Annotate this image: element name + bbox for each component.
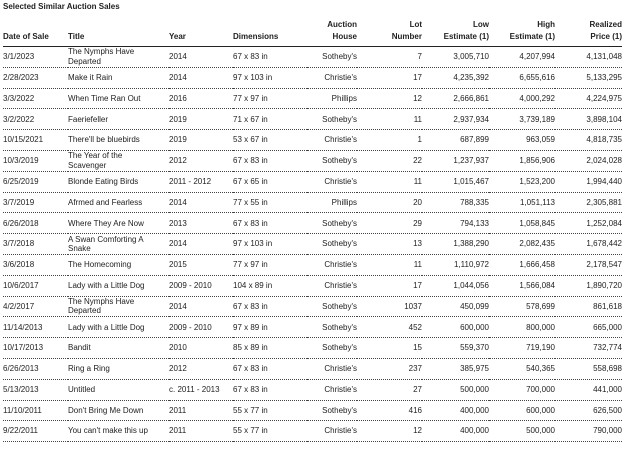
cell-date-of-sale: 3/6/2018 [3, 254, 68, 275]
cell-high-estimate: 700,000 [489, 379, 555, 400]
cell-date-of-sale: 3/2/2022 [3, 109, 68, 130]
column-header-title [68, 17, 169, 47]
column-header-year [169, 17, 233, 47]
table-row [3, 130, 622, 151]
cell-year: c. 2011 - 2013 [169, 379, 233, 400]
cell-title: A Swan Comforting A Snake [68, 234, 169, 255]
cell-lot-number: 12 [357, 421, 422, 442]
cell-date-of-sale: 10/17/2013 [3, 338, 68, 359]
table-row [3, 67, 622, 88]
cell-realized-price: 1,890,720 [555, 275, 622, 296]
table-row [3, 171, 622, 192]
cell-auction-house: Sotheby's [307, 150, 357, 171]
cell-low-estimate: 788,335 [422, 192, 489, 213]
cell-high-estimate: 2,082,435 [489, 234, 555, 255]
auction-sales-table [3, 17, 622, 442]
cell-high-estimate: 578,699 [489, 296, 555, 317]
cell-auction-house: Christie's [307, 254, 357, 275]
cell-high-estimate: 800,000 [489, 317, 555, 338]
cell-dimensions: 67 x 83 in [233, 358, 307, 379]
cell-year: 2019 [169, 130, 233, 151]
cell-year: 2019 [169, 109, 233, 130]
cell-auction-house: Christie's [307, 358, 357, 379]
cell-low-estimate: 600,000 [422, 317, 489, 338]
cell-low-estimate: 450,099 [422, 296, 489, 317]
cell-realized-price: 4,224,975 [555, 88, 622, 109]
cell-auction-house: Sotheby's [307, 296, 357, 317]
column-header-text: Realized [589, 20, 622, 29]
cell-date-of-sale: 5/13/2013 [3, 379, 68, 400]
cell-lot-number: 15 [357, 338, 422, 359]
cell-date-of-sale: 11/10/2011 [3, 400, 68, 421]
cell-realized-price: 665,000 [555, 317, 622, 338]
table-row [3, 358, 622, 379]
cell-dimensions: 77 x 97 in [233, 254, 307, 275]
table-row [3, 254, 622, 275]
cell-title: Don't Bring Me Down [68, 400, 169, 421]
cell-year: 2016 [169, 88, 233, 109]
cell-lot-number: 12 [357, 88, 422, 109]
table-row [3, 192, 622, 213]
cell-title: The Nymphs Have Departed [68, 47, 169, 68]
cell-realized-price: 3,898,104 [555, 109, 622, 130]
cell-auction-house: Sotheby's [307, 338, 357, 359]
cell-low-estimate: 500,000 [422, 379, 489, 400]
cell-realized-price: 1,252,084 [555, 213, 622, 234]
cell-date-of-sale: 6/25/2019 [3, 171, 68, 192]
cell-title: The Year of the Scavenger [68, 150, 169, 171]
cell-auction-house: Christie's [307, 379, 357, 400]
cell-auction-house: Sotheby's [307, 47, 357, 68]
cell-dimensions: 55 x 77 in [233, 400, 307, 421]
cell-lot-number: 20 [357, 192, 422, 213]
cell-dimensions: 85 x 89 in [233, 338, 307, 359]
cell-dimensions: 104 x 89 in [233, 275, 307, 296]
cell-dimensions: 71 x 67 in [233, 109, 307, 130]
cell-title: When Time Ran Out [68, 88, 169, 109]
cell-dimensions: 67 x 83 in [233, 379, 307, 400]
header-row [3, 17, 622, 47]
cell-title: There'll be bluebirds [68, 130, 169, 151]
cell-auction-house: Christie's [307, 275, 357, 296]
cell-date-of-sale: 4/2/2017 [3, 296, 68, 317]
cell-year: 2013 [169, 213, 233, 234]
column-header-text: Title [68, 32, 85, 41]
table-row [3, 47, 622, 68]
column-header-text: Price (1) [590, 32, 622, 41]
column-header-text: Lot [409, 20, 422, 29]
column-header-date-of-sale [3, 17, 68, 47]
cell-year: 2009 - 2010 [169, 275, 233, 296]
column-header-text: Date of Sale [3, 32, 49, 41]
cell-dimensions: 67 x 83 in [233, 47, 307, 68]
cell-date-of-sale: 3/3/2022 [3, 88, 68, 109]
cell-year: 2014 [169, 234, 233, 255]
cell-high-estimate: 1,058,845 [489, 213, 555, 234]
column-header-text: Estimate (1) [443, 32, 489, 41]
cell-year: 2014 [169, 47, 233, 68]
cell-title: Blonde Eating Birds [68, 171, 169, 192]
cell-high-estimate: 540,365 [489, 358, 555, 379]
cell-auction-house: Phillips [307, 88, 357, 109]
cell-dimensions: 77 x 97 in [233, 88, 307, 109]
cell-lot-number: 29 [357, 213, 422, 234]
cell-low-estimate: 687,899 [422, 130, 489, 151]
cell-low-estimate: 794,133 [422, 213, 489, 234]
cell-lot-number: 11 [357, 171, 422, 192]
cell-year: 2011 - 2012 [169, 171, 233, 192]
cell-date-of-sale: 10/15/2021 [3, 130, 68, 151]
cell-date-of-sale: 11/14/2013 [3, 317, 68, 338]
cell-high-estimate: 963,059 [489, 130, 555, 151]
cell-lot-number: 1 [357, 130, 422, 151]
cell-high-estimate: 719,190 [489, 338, 555, 359]
cell-high-estimate: 1,523,200 [489, 171, 555, 192]
cell-date-of-sale: 6/26/2018 [3, 213, 68, 234]
cell-dimensions: 67 x 83 in [233, 150, 307, 171]
cell-title: Lady with a Little Dog [68, 317, 169, 338]
cell-year: 2010 [169, 338, 233, 359]
cell-year: 2014 [169, 67, 233, 88]
cell-date-of-sale: 6/26/2013 [3, 358, 68, 379]
cell-date-of-sale: 3/1/2023 [3, 47, 68, 68]
column-header-text: House [332, 32, 357, 41]
cell-auction-house: Sotheby's [307, 109, 357, 130]
table-row [3, 88, 622, 109]
cell-title: Untitled [68, 379, 169, 400]
cell-high-estimate: 1,051,113 [489, 192, 555, 213]
cell-realized-price: 4,131,048 [555, 47, 622, 68]
cell-year: 2011 [169, 421, 233, 442]
column-header-auction-house [307, 17, 357, 47]
cell-date-of-sale: 10/6/2017 [3, 275, 68, 296]
cell-title: Ring a Ring [68, 358, 169, 379]
cell-realized-price: 861,618 [555, 296, 622, 317]
cell-date-of-sale: 9/22/2011 [3, 421, 68, 442]
cell-high-estimate: 6,655,616 [489, 67, 555, 88]
column-header-realized-price [555, 17, 622, 47]
cell-high-estimate: 4,000,292 [489, 88, 555, 109]
cell-low-estimate: 2,937,934 [422, 109, 489, 130]
cell-low-estimate: 559,370 [422, 338, 489, 359]
cell-title: Make it Rain [68, 67, 169, 88]
table-row [3, 234, 622, 255]
cell-low-estimate: 1,110,972 [422, 254, 489, 275]
cell-low-estimate: 400,000 [422, 400, 489, 421]
cell-low-estimate: 400,000 [422, 421, 489, 442]
cell-auction-house: Christie's [307, 130, 357, 151]
cell-date-of-sale: 3/7/2019 [3, 192, 68, 213]
column-header-high-estimate [489, 17, 555, 47]
cell-realized-price: 1,678,442 [555, 234, 622, 255]
cell-auction-house: Phillips [307, 192, 357, 213]
cell-auction-house: Christie's [307, 67, 357, 88]
cell-date-of-sale: 2/28/2023 [3, 67, 68, 88]
cell-lot-number: 1037 [357, 296, 422, 317]
cell-lot-number: 452 [357, 317, 422, 338]
cell-high-estimate: 3,739,189 [489, 109, 555, 130]
table-row [3, 317, 622, 338]
column-header-text: Auction [327, 20, 357, 29]
table-row [3, 296, 622, 317]
cell-auction-house: Christie's [307, 171, 357, 192]
column-header-text: Low [473, 20, 489, 29]
cell-low-estimate: 2,666,861 [422, 88, 489, 109]
table-row [3, 338, 622, 359]
cell-low-estimate: 3,005,710 [422, 47, 489, 68]
cell-realized-price: 732,774 [555, 338, 622, 359]
cell-dimensions: 67 x 83 in [233, 213, 307, 234]
cell-title: Faeriefeller [68, 109, 169, 130]
cell-realized-price: 1,994,440 [555, 171, 622, 192]
cell-realized-price: 2,024,028 [555, 150, 622, 171]
cell-year: 2012 [169, 150, 233, 171]
cell-lot-number: 27 [357, 379, 422, 400]
cell-dimensions: 97 x 103 in [233, 234, 307, 255]
table-row [3, 400, 622, 421]
cell-low-estimate: 1,015,467 [422, 171, 489, 192]
column-header-text: Dimensions [233, 32, 279, 41]
cell-auction-house: Sotheby's [307, 400, 357, 421]
cell-realized-price: 5,133,295 [555, 67, 622, 88]
cell-lot-number: 416 [357, 400, 422, 421]
column-header-text: Number [391, 32, 422, 41]
cell-realized-price: 558,698 [555, 358, 622, 379]
cell-high-estimate: 1,856,906 [489, 150, 555, 171]
table-row [3, 150, 622, 171]
column-header-text: High [537, 20, 555, 29]
cell-low-estimate: 1,044,056 [422, 275, 489, 296]
cell-realized-price: 441,000 [555, 379, 622, 400]
cell-lot-number: 13 [357, 234, 422, 255]
cell-dimensions: 77 x 55 in [233, 192, 307, 213]
cell-dimensions: 97 x 103 in [233, 67, 307, 88]
cell-title: Afrmed and Fearless [68, 192, 169, 213]
column-header-low-estimate [422, 17, 489, 47]
cell-dimensions: 55 x 77 in [233, 421, 307, 442]
cell-realized-price: 2,178,547 [555, 254, 622, 275]
cell-realized-price: 790,000 [555, 421, 622, 442]
cell-dimensions: 67 x 83 in [233, 296, 307, 317]
cell-high-estimate: 1,666,458 [489, 254, 555, 275]
cell-high-estimate: 1,566,084 [489, 275, 555, 296]
column-header-text: Year [169, 32, 186, 41]
cell-realized-price: 4,818,735 [555, 130, 622, 151]
table-row [3, 379, 622, 400]
cell-high-estimate: 4,207,994 [489, 47, 555, 68]
cell-date-of-sale: 3/7/2018 [3, 234, 68, 255]
cell-dimensions: 97 x 89 in [233, 317, 307, 338]
cell-year: 2014 [169, 296, 233, 317]
cell-low-estimate: 1,237,937 [422, 150, 489, 171]
cell-title: Bandit [68, 338, 169, 359]
cell-dimensions: 67 x 65 in [233, 171, 307, 192]
table-row [3, 109, 622, 130]
cell-auction-house: Sotheby's [307, 317, 357, 338]
table-title: Selected Similar Auction Sales [3, 2, 120, 11]
cell-lot-number: 22 [357, 150, 422, 171]
cell-year: 2015 [169, 254, 233, 275]
cell-auction-house: Sotheby's [307, 213, 357, 234]
cell-low-estimate: 385,975 [422, 358, 489, 379]
cell-high-estimate: 600,000 [489, 400, 555, 421]
cell-year: 2011 [169, 400, 233, 421]
cell-year: 2009 - 2010 [169, 317, 233, 338]
column-header-dimensions [233, 17, 307, 47]
cell-realized-price: 626,500 [555, 400, 622, 421]
column-header-text: Estimate (1) [509, 32, 555, 41]
cell-low-estimate: 1,388,290 [422, 234, 489, 255]
table-row [3, 213, 622, 234]
cell-title: The Nymphs Have Departed [68, 296, 169, 317]
table-row [3, 275, 622, 296]
column-header-lot-number [357, 17, 422, 47]
cell-lot-number: 11 [357, 254, 422, 275]
cell-high-estimate: 500,000 [489, 421, 555, 442]
cell-title: You can't make this up [68, 421, 169, 442]
cell-date-of-sale: 10/3/2019 [3, 150, 68, 171]
cell-low-estimate: 4,235,392 [422, 67, 489, 88]
cell-title: The Homecoming [68, 254, 169, 275]
cell-title: Where They Are Now [68, 213, 169, 234]
cell-realized-price: 2,305,881 [555, 192, 622, 213]
cell-lot-number: 237 [357, 358, 422, 379]
table-row [3, 421, 622, 442]
cell-lot-number: 11 [357, 109, 422, 130]
cell-title: Lady with a Little Dog [68, 275, 169, 296]
cell-lot-number: 17 [357, 275, 422, 296]
cell-year: 2014 [169, 192, 233, 213]
cell-dimensions: 53 x 67 in [233, 130, 307, 151]
cell-lot-number: 17 [357, 67, 422, 88]
cell-year: 2012 [169, 358, 233, 379]
cell-lot-number: 7 [357, 47, 422, 68]
cell-auction-house: Sotheby's [307, 234, 357, 255]
cell-auction-house: Christie's [307, 421, 357, 442]
